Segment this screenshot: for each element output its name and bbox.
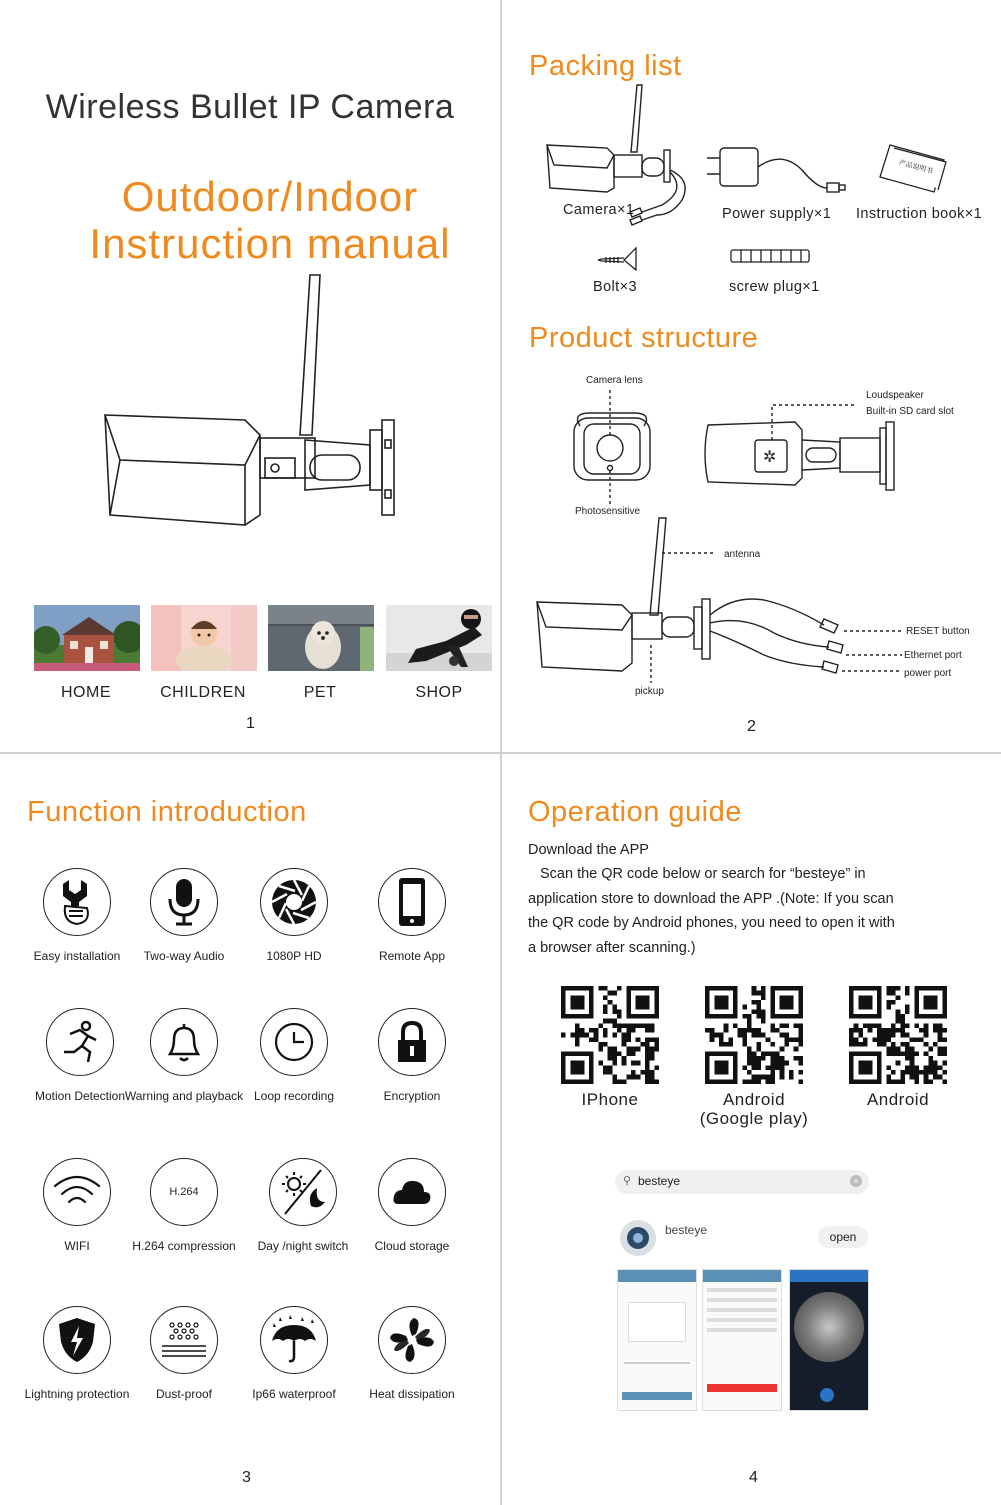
power-supply-label: Power supply×1 <box>722 206 832 222</box>
feature-label: H.264 compression <box>132 1239 236 1253</box>
operation-guide-page <box>502 754 1001 1505</box>
packing-structure-page <box>502 0 1001 752</box>
wifi-icon <box>51 1172 103 1212</box>
qr-label-iphone: IPhone <box>581 1090 639 1109</box>
function-page <box>0 754 500 1505</box>
feature-wifi <box>17 1158 137 1253</box>
feature-1080p-hd <box>234 868 354 963</box>
loudspeaker-label: Loudspeaker <box>866 390 924 401</box>
feature-label: Two-way Audio <box>143 949 225 963</box>
scene-label-pet: PET <box>303 684 337 701</box>
feature-label: Warning and playback <box>124 1089 244 1103</box>
smartphone-icon <box>397 876 427 928</box>
feature-label: Ip66 waterproof <box>252 1387 336 1401</box>
camera-lens-label: Camera lens <box>586 375 643 386</box>
feature-label: Dust-proof <box>155 1387 213 1401</box>
feature-encryption <box>352 1008 472 1103</box>
camera-front-view <box>562 388 662 508</box>
qr-label-android: Android <box>866 1090 930 1109</box>
feature-label: Lightning protection <box>24 1387 130 1401</box>
feature-loop-recording <box>234 1008 354 1103</box>
instruction-line-3: the QR code by Android phones, you need to open it with <box>528 915 895 931</box>
dust-icon <box>158 1320 210 1360</box>
app-icon <box>620 1220 656 1256</box>
lock-icon <box>394 1020 430 1064</box>
svg-text:✲: ✲ <box>763 449 777 466</box>
clock-icon <box>272 1020 316 1064</box>
feature-easy-installation <box>17 868 137 963</box>
scene-label-children: CHILDREN <box>160 684 246 701</box>
subtitle-line2: Instruction manual <box>89 220 451 267</box>
function-introduction-title: Function introduction <box>27 796 307 828</box>
umbrella-rain-icon <box>268 1315 320 1365</box>
power-port-label: power port <box>904 668 952 679</box>
qr-label-android-google: Android <box>722 1090 786 1109</box>
feature-label: Easy installation <box>33 949 121 963</box>
camera-side-view <box>534 515 914 695</box>
feature-label: WIFI <box>64 1239 90 1253</box>
instruction-book-label: Instruction book×1 <box>856 206 983 222</box>
instruction-line-1: Scan the QR code below or search for “besteye” in <box>540 866 866 882</box>
app-name: besteye <box>665 1223 708 1237</box>
subtitle-line1: Outdoor/Indoor <box>121 173 419 220</box>
bolt-drawing <box>594 244 642 274</box>
feature-two-way-audio <box>124 868 244 963</box>
app-screenshot-3 <box>789 1269 869 1411</box>
photosensitive-label: Photosensitive <box>575 506 641 517</box>
h264-icon: H.264 <box>169 1186 199 1198</box>
feature-label: Encryption <box>383 1089 441 1103</box>
feature-label: Motion Detection <box>34 1089 126 1103</box>
page-number-1: 1 <box>246 715 255 732</box>
aperture-icon <box>269 877 319 927</box>
camera-item-label: Camera×1 <box>563 202 635 218</box>
qr-code-google-play[interactable] <box>705 986 803 1084</box>
feature-ip66-waterproof <box>234 1306 354 1401</box>
search-input[interactable]: besteye <box>638 1174 681 1188</box>
sun-moon-icon <box>277 1166 329 1218</box>
feature-heat-dissipation <box>352 1306 472 1401</box>
clear-icon[interactable]: × <box>850 1175 862 1187</box>
feature-label: Loop recording <box>253 1089 335 1103</box>
instruction-book-drawing <box>872 140 952 200</box>
feature-label: 1080P HD <box>266 949 322 963</box>
product-structure-title: Product structure <box>529 322 759 354</box>
home-photo <box>34 605 140 671</box>
screw-plug-label: screw plug×1 <box>729 279 820 295</box>
wrench-hand-icon <box>57 878 97 926</box>
open-button[interactable]: open <box>818 1226 868 1248</box>
children-photo <box>151 605 257 671</box>
fan-icon <box>388 1316 436 1364</box>
bell-icon <box>162 1020 206 1064</box>
pet-photo <box>268 605 374 671</box>
feature-label: Cloud storage <box>374 1239 450 1253</box>
app-screenshot-1 <box>617 1269 697 1411</box>
cloud-icon <box>392 1178 432 1206</box>
feature-dust-proof <box>124 1306 244 1401</box>
qr-code-iphone[interactable] <box>561 986 659 1084</box>
scene-label-home: HOME <box>61 684 111 701</box>
feature-remote-app <box>352 868 472 963</box>
bolt-label: Bolt×3 <box>593 279 637 295</box>
feature-label: Heat dissipation <box>369 1387 455 1401</box>
sd-card-slot-label: Built-in SD card slot <box>866 406 954 417</box>
feature-label: Remote App <box>378 949 446 963</box>
download-heading: Download the APP <box>528 842 649 858</box>
running-person-icon <box>58 1020 102 1064</box>
feature-warning-playback <box>124 1008 244 1103</box>
feature-label: Day /night switch <box>257 1239 349 1253</box>
power-supply-drawing <box>702 140 852 200</box>
feature-h264 <box>124 1158 244 1253</box>
feature-cloud-storage <box>352 1158 472 1253</box>
feature-motion-detection <box>20 1008 140 1103</box>
pickup-label: pickup <box>635 686 664 697</box>
document-title: Wireless Bullet IP Camera <box>45 88 455 126</box>
bullet-camera-illustration <box>100 270 400 530</box>
search-bar[interactable] <box>615 1170 869 1194</box>
app-screenshot-2 <box>702 1269 782 1411</box>
reset-button-label: RESET button <box>906 626 970 637</box>
search-icon: ⚲ <box>623 1175 632 1187</box>
page-number-2: 2 <box>747 718 756 735</box>
book-cover-text: 产品说明书 <box>897 159 934 176</box>
operation-guide-title: Operation guide <box>528 796 742 828</box>
page-number-4: 4 <box>749 1469 758 1486</box>
feature-day-night <box>243 1158 363 1253</box>
packing-list-title: Packing list <box>529 50 682 82</box>
lightning-shield-icon <box>57 1316 97 1364</box>
antenna-label: antenna <box>724 549 761 560</box>
screw-plug-drawing <box>729 246 813 266</box>
feature-lightning-protection <box>17 1306 137 1401</box>
page-number-3: 3 <box>242 1469 251 1486</box>
scene-label-shop: SHOP <box>415 684 463 701</box>
shop-photo <box>386 605 492 671</box>
cover-page <box>0 0 500 752</box>
instruction-line-2: application store to download the APP .(Note: If you scan <box>528 891 894 907</box>
microphone-icon <box>166 877 202 927</box>
qr-label-google-play: (Google play) <box>699 1109 809 1128</box>
ethernet-port-label: Ethernet port <box>904 650 962 661</box>
qr-code-android[interactable] <box>849 986 947 1084</box>
instruction-line-4: a browser after scanning.) <box>528 940 696 956</box>
